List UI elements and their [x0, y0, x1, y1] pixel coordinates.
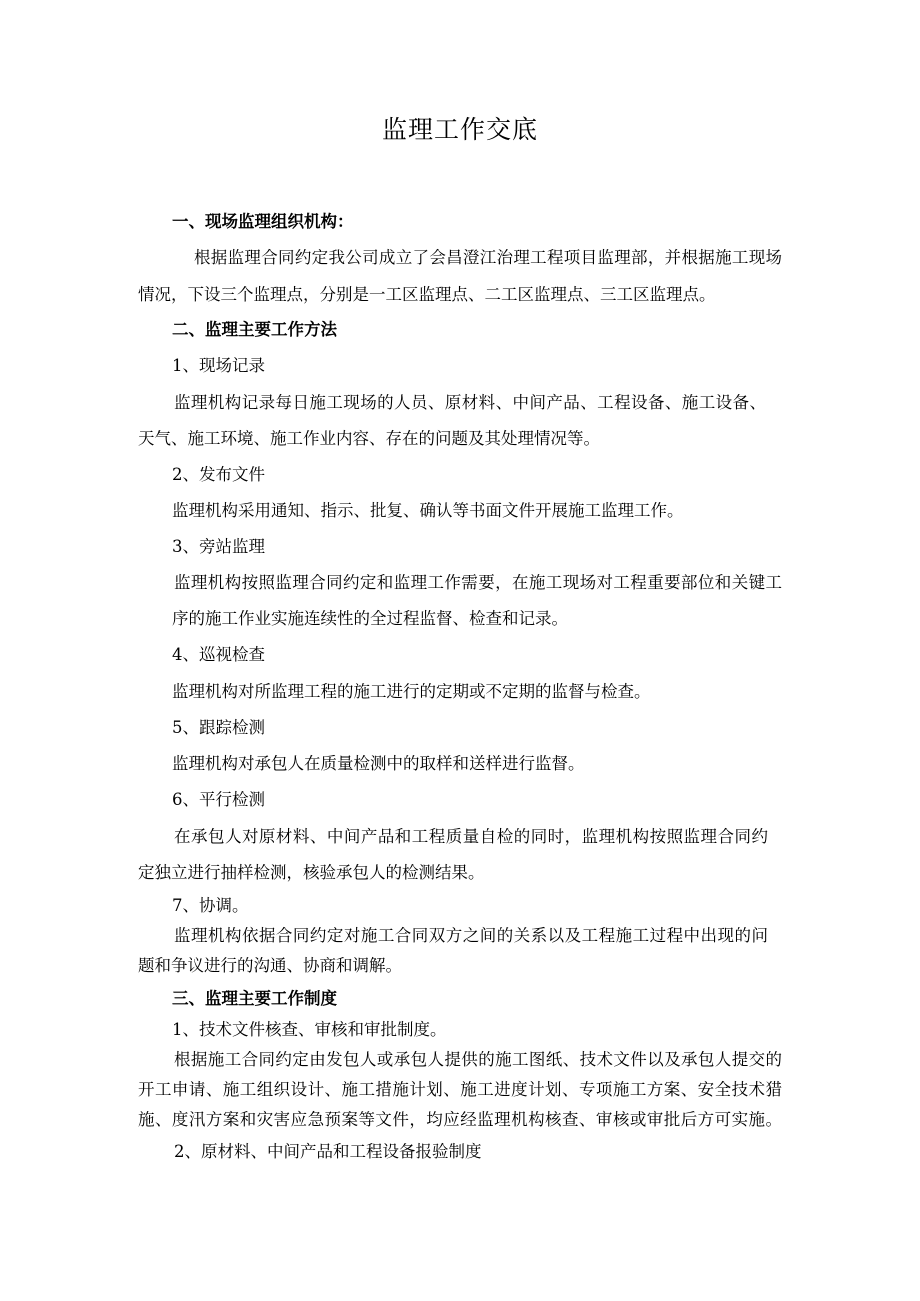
- paragraph-line: 题和争议进行的沟通、协商和调解。: [138, 956, 402, 975]
- paragraph-line: 监理机构记录每日施工现场的人员、原材料、中间产品、工程设备、施工设备、: [174, 393, 766, 412]
- paragraph-line: 在承包人对原材料、中间产品和工程质量自检的同时，监理机构按照监理合同约: [174, 827, 768, 846]
- paragraph-line: 根据施工合同约定由发包人或承包人提供的施工图纸、技术文件以及承包人提交的: [174, 1050, 782, 1069]
- item-title: 1、现场记录: [172, 356, 265, 375]
- item-title: 3、旁站监理: [172, 537, 265, 556]
- section-heading-methods: 二、监理主要工作方法: [172, 320, 337, 339]
- item-title: 1、技术文件核查、审核和审批制度。: [172, 1020, 447, 1039]
- paragraph-line: 监理机构对所监理工程的施工进行的定期或不定期的监督与检查。: [172, 682, 651, 701]
- item-title: 6、平行检测: [172, 790, 265, 809]
- paragraph-line: 施、度汛方案和灾害应急预案等文件，均应经监理机构核查、审核或审批后方可实施。: [138, 1110, 782, 1129]
- paragraph-line: 监理机构对承包人在质量检测中的取样和送样进行监督。: [172, 754, 585, 773]
- item-title: 4、巡视检查: [172, 645, 265, 664]
- item-title: 7、协调。: [172, 896, 249, 915]
- paragraph-line: 监理机构采用通知、指示、批复、确认等书面文件开展施工监理工作。: [172, 501, 684, 520]
- paragraph-line: 序的施工作业实施连续性的全过程监督、检查和记录。: [172, 609, 568, 628]
- paragraph-line: 监理机构按照监理合同约定和监理工作需要，在施工现场对工程重要部位和关键工: [174, 573, 782, 592]
- item-title: 2、发布文件: [172, 465, 265, 484]
- item-title: 2、原材料、中间产品和工程设备报验制度: [174, 1142, 482, 1161]
- paragraph-line: 定独立进行抽样检测，核验承包人的检测结果。: [138, 863, 485, 882]
- section-heading-systems: 三、监理主要工作制度: [172, 989, 337, 1008]
- item-title: 5、跟踪检测: [172, 718, 265, 737]
- section-heading-organization: 一、现场监理组织机构：: [172, 212, 354, 231]
- paragraph-line: 根据监理合同约定我公司成立了会昌澄江治理工程项目监理部，并根据施工现场: [194, 248, 782, 267]
- paragraph-line: 天气、施工环境、施工作业内容、存在的问题及其处理情况等。: [138, 429, 600, 448]
- document-title: 监理工作交底: [381, 115, 538, 144]
- paragraph-line: 监理机构依据合同约定对施工合同双方之间的关系以及工程施工过程中出现的问: [174, 926, 768, 945]
- paragraph-line: 情况，下设三个监理点，分别是一工区监理点、二工区监理点、三工区监理点。: [138, 285, 716, 304]
- paragraph-line: 开工申请、施工组织设计、施工措施计划、施工进度计划、专项施工方案、安全技术猎: [138, 1080, 782, 1099]
